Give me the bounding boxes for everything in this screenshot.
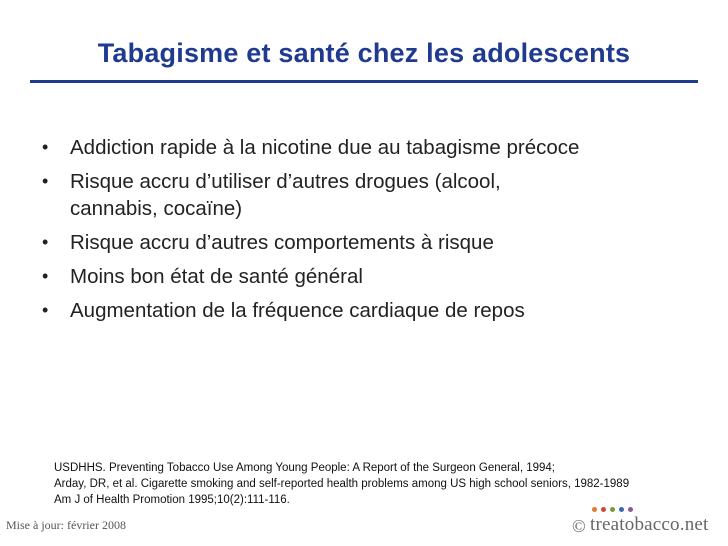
reference-line: USDHHS. Preventing Tobacco Use Among Young People: A Report of the Surgeon General, 1994;	[54, 462, 556, 474]
logo-dot	[610, 507, 615, 512]
slide-title: Tabagisme et santé chez les adolescents	[97, 38, 631, 68]
bullet-item	[40, 297, 700, 324]
brand-name: treatobacco.net	[590, 514, 709, 535]
reference-line: Arday, DR, et al. Cigarette smoking and self-reported health problems among US high school seniors, 1982-1989	[54, 478, 630, 490]
logo-dot	[628, 507, 633, 512]
bullet-glyph: •	[42, 300, 49, 320]
bullet-text: Moins bon état de santé général	[70, 265, 363, 288]
bullet-list	[40, 134, 700, 331]
bullet-glyph: •	[42, 171, 49, 191]
brand-logo	[566, 505, 716, 541]
bullet-item	[40, 229, 700, 256]
bullet-glyph: •	[42, 266, 49, 286]
bullet-item	[40, 168, 700, 222]
bullet-item	[40, 263, 700, 290]
title-underline	[30, 80, 698, 83]
logo-dot	[601, 507, 606, 512]
logo-dot	[592, 507, 597, 512]
bullet-text: Augmentation de la fréquence cardiaque de repos	[70, 299, 525, 322]
bullet-text: Risque accru d’utiliser d’autres drogues (alcool, cannabis, cocaïne)	[70, 170, 501, 220]
update-date: Mise à jour: février 2008	[6, 518, 126, 532]
reference-line: Am J of Health Promotion 1995;10(2):111-116.	[54, 494, 290, 506]
references	[54, 460, 704, 508]
bullet-text: Addiction rapide à la nicotine due au tabagisme précoce	[70, 136, 580, 159]
logo-dot	[619, 507, 624, 512]
bullet-text: Risque accru d’autres comportements à risque	[70, 231, 494, 254]
copyright-icon: ©	[572, 516, 586, 536]
bullet-glyph: •	[42, 232, 49, 252]
bullet-glyph: •	[42, 137, 49, 157]
bullet-item	[40, 134, 700, 161]
